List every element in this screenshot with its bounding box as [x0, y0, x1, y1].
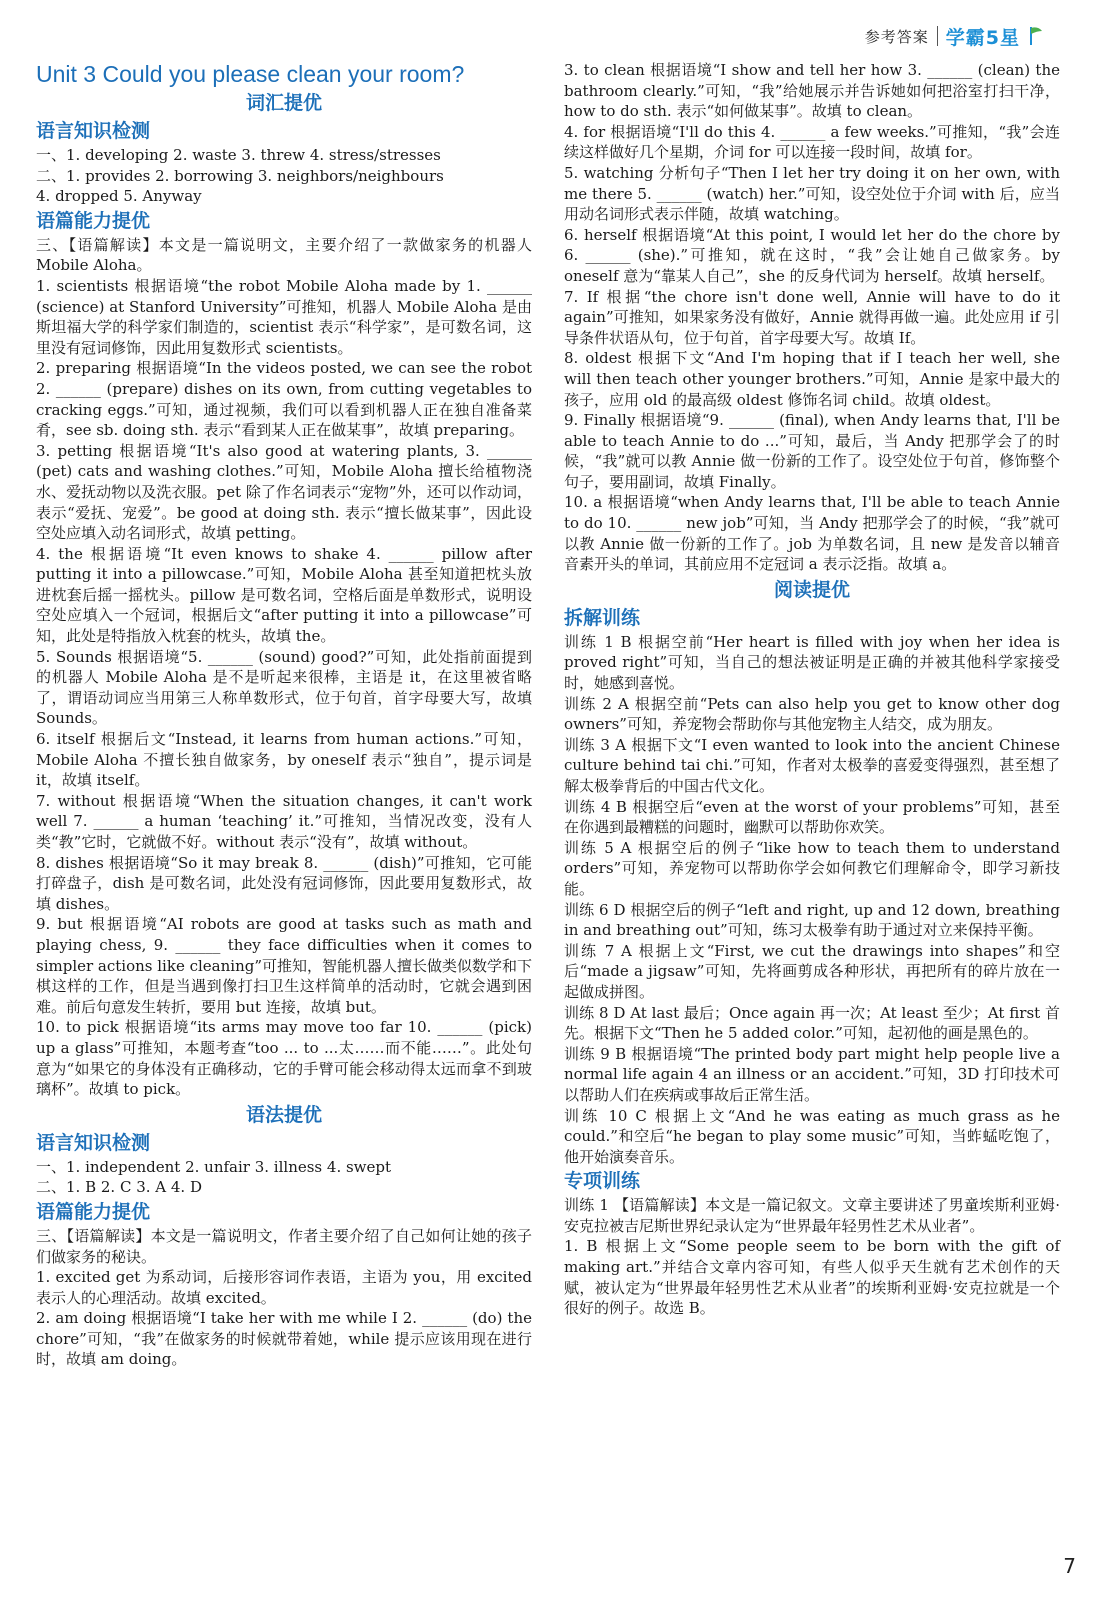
answer-paragraph: 3. to clean 根据语境“I show and tell her how 3. ______ (clean) the bathroom clearly.”可知，“我”给她展示并告诉她如何把浴室打扫干净，how to do sth. 表示“如何做某事”。故填 to clean。 [564, 61, 1060, 121]
language-check-heading: 语言知识检测 [36, 120, 151, 142]
page-number: 7 [1063, 1554, 1076, 1578]
vocab-section-heading: 词汇提优 [245, 92, 322, 114]
training-item: 训练 8 D At last 最后；Once again 再一次；At least 至少；At first 首先。根据下文“Then he 5 added color.”可知，起初他的画是黑色的。 [564, 1003, 1060, 1043]
special-training-heading: 专项训练 [564, 1170, 641, 1193]
right-column [564, 60, 1060, 1319]
answer-paragraph: 1. scientists 根据语境“the robot Mobile Aloha made by 1. ______ (science) at Stanford University”可推知，机器人 Mobile Aloha 是由斯坦福大学的科学家们制造的，scientist 表示“科学家”，是可数名词，这里没有冠词修饰，因此用复数形式 scientists。 [36, 276, 532, 357]
answer-paragraph: 10. to pick 根据语境“its arms may move too far 10. ______ (pick) up a glass”可推知，本题考查“too ... to ...太……而不能……”。此处句意为“如果它的身体没有正确移动，它的手臂可能会移动得太远而拿不到玻璃杯”。故填 to pick。 [36, 1018, 532, 1099]
training-item: 训练 1 【语篇解读】本文是一篇记叙文。文章主要讲述了男童埃斯利亚姆·安克拉被吉尼斯世界纪录认定为“世界最年轻男性艺术从业者”。 [564, 1196, 1060, 1235]
answer-paragraph: 6. itself 根据后文“Instead, it learns from human actions.”可知，Mobile Aloha 不擅长独自做家务，by oneself 表示“独自”，提示词是 it，故填 itself。 [36, 730, 532, 790]
answer-label: 参考答案 [864, 27, 929, 46]
training-item: 训练 2 A 根据空前“Pets can also help you get to know other dog owners”可知，养宠物会帮助你与其他宠物主人结交，成为朋友。 [564, 694, 1060, 734]
answer-line: 一、1. independent 2. unfair 3. illness 4. swept [36, 1157, 392, 1176]
answer-paragraph: 2. preparing 根据语境“In the videos posted, we can see the robot 2. ______ (prepare) dishes on its own, from cutting vegetables to cracking eggs.”可知，通过视频，我们可以看到机器人正在独自准备菜肴，see sb. doing sth. 表示“看到某人正在做某事”，故填 preparing。 [36, 359, 532, 440]
training-item: 训练 5 A 根据空后的例子“like how to teach them to understand orders”可知，养宠物可以帮助你学会如何教它们理解命令，即学习新技能。 [564, 838, 1060, 898]
answer-paragraph: 2. am doing 根据语境“I take her with me while I 2. ______ (do) the chore”可知，“我”在做家务的时候就带着她，while 提示应该用现在进行时，故填 am doing。 [36, 1309, 532, 1369]
training-item: 训练 10 C 根据上文“And he was eating as much grass as he could.”和空后“he began to play some music”可知，当蚱蜢吃饱了，他开始演奏音乐。 [564, 1106, 1060, 1166]
training-item: 训练 4 B 根据空后“even at the worst of your problems”可知，甚至在你遇到最糟糕的问题时，幽默可以帮助你欢笑。 [564, 797, 1060, 837]
answer-paragraph: 8. dishes 根据语境“So it may break 8. ______ (dish)”可推知，它可能打碎盘子，dish 是可数名词，此处没有冠词修饰，因此要用复数形式，故填 dishes。 [36, 853, 532, 913]
answer-paragraph: 三、【语篇解读】本文是一篇说明文，主要介绍了一款做家务的机器人 Mobile Aloha。 [36, 235, 532, 275]
answer-paragraph: 7. If 根据“the chore isn't done well, Annie will have to do it again”可推知，如果家务没有做好，Annie 就得再做一遍。此处应用 if 引导条件状语从句，位于句首，首字母要大写。故填 If。 [564, 287, 1060, 347]
reading-section-heading: 阅读提优 [773, 578, 850, 601]
brand-logo: 学霸5星 [945, 26, 1020, 49]
answer-paragraph: 5. Sounds 根据语境“5. ______ (sound) good?”可知，此处指前面提到的机器人 Mobile Aloha 是不是听起来很棒，主语是 it，在这里被省略了，谓语动词应当用第三人称单数形式，位于句首，首字母要大写，故填 Sounds。 [36, 647, 532, 728]
language-check-heading: 语言知识检测 [36, 1131, 151, 1154]
answer-paragraph: 4. the 根据语境“It even knows to shake 4. ______ pillow after putting it into a pillowcase.”可知，Mobile Aloha 甚至知道把枕头放进枕套后摇一摇枕头。pillow 是可数名词，空格后面是单数形式，说明设空处应填入一个冠词，根据后文“after putting it into a pillowcase”可知，此处是特指放入枕套的枕头，故填 the。 [36, 544, 532, 646]
training-item: 训练 6 D 根据空后的例子“left and right, up and 12 down, breathing in and breathing out”可知，练习太极拳有助于通过对立来保持平衡。 [564, 900, 1060, 940]
answer-line: 二、1. provides 2. borrowing 3. neighbors/neighbours [36, 166, 444, 185]
answer-paragraph: 5. watching 分析句子“Then I let her try doing it on her own, with me there 5. ______ (watch) her.”可知，设空处位于介词 with 后，应当用动名词形式表示伴随，故填 watching。 [564, 163, 1060, 224]
answer-line: 4. dropped 5. Anyway [36, 187, 202, 206]
answer-paragraph: 三、【语篇解读】本文是一篇说明文，作者主要介绍了自己如何让她的孩子们做家务的秘诀。 [36, 1226, 532, 1266]
answer-paragraph: 4. for 根据语境“I'll do this 4. ______ a few weeks.”可推知，“我”会连续这样做好几个星期，介词 for 可以连接一段时间，故填 for。 [564, 122, 1060, 162]
answer-paragraph: 8. oldest 根据下文“And I'm hoping that if I teach her well, she will then teach other younger brothers.”可知，Annie 是家中最大的孩子，应用 old 的最高级 oldest 修饰名词 child。故填 oldest。 [564, 349, 1060, 409]
grammar-section-heading: 语法提优 [245, 1103, 322, 1126]
left-column [36, 60, 532, 1370]
training-item: 训练 1 B 根据空前“Her heart is filled with joy when her idea is proved right”可知，当自己的想法被证明是正确的并被其他科学家接受时，她感到喜悦。 [564, 632, 1060, 693]
breakdown-training-heading: 拆解训练 [564, 606, 641, 629]
answer-paragraph: 3. petting 根据语境“It's also good at watering plants, 3. ______ (pet) cats and washing clothes.”可知，Mobile Aloha 擅长给植物浇水、爱抚动物以及洗衣服。pet 除了作名词表示“宠物”外，还可以作动词，表示“爱抚、宠爱”。be good at doing sth. 表示“擅长做某事”，因此设空处应填入动名词形式，故填 petting。 [36, 441, 532, 543]
answer-paragraph: 9. but 根据语境“AI robots are good at tasks such as math and playing chess, 9. ______ they face difficulties when it comes to simpler actions like cleaning”可推知，智能机器人擅长做类似数学和下棋这样的工作，但是当遇到像打扫卫生这样简单的活动时，它就会遇到困难。前后句意发生转折，要用 but 连接，故填 but。 [36, 915, 532, 1016]
answer-line: 二、1. B 2. C 3. A 4. D [36, 1178, 202, 1197]
unit-title: Unit 3 Could you please clean your room? [36, 61, 465, 87]
answer-line: 一、1. developing 2. waste 3. threw 4. stress/stresses [36, 146, 441, 164]
answer-paragraph: 10. a 根据语境“when Andy learns that, I'll be able to teach Annie to do 10. ______ new job”可知，当 Andy 把那学会了的时候，“我”就可以教 Annie 做一份新的工作了。job 为单数名词，且 new 是发音以辅音音素开头的单词，其前应用不定冠词 a 表示泛指。故填 a。 [564, 493, 1060, 574]
brand-flag-icon [1028, 25, 1044, 47]
training-item: 训练 9 B 根据语境“The printed body part might help people live a normal life again 4 an illness or an accident.”可知，3D 打印技术可以帮助人们在疾病或事故后正常生活。 [564, 1044, 1060, 1104]
header-divider [937, 26, 938, 46]
answer-paragraph: 1. excited get 为系动词，后接形容词作表语，主语为 you，用 excited 表示人的心理活动。故填 excited。 [36, 1268, 532, 1307]
answer-paragraph: 9. Finally 根据语境“9. ______ (final), when Andy learns that, I'll be able to teach Annie to do ...”可知，最后，当 Andy 把那学会了的时候，“我”就可以教 Annie 做一份新的工作了。设空处位于句首，修饰整个句子，要用副词，故填 Finally。 [564, 411, 1060, 491]
passage-ability-heading: 语篇能力提优 [36, 1200, 151, 1223]
answer-paragraph: 7. without 根据语境“When the situation changes, it can't work well 7. ______ a human ‘teaching’ it.”可推知，当情况改变，没有人类“教”它时，它就做不好。without 表示“没有”，故填 without。 [36, 791, 532, 851]
answer-paragraph: 6. herself 根据语境“At this point, I would let her do the chore by 6. ______ (she).”可推知，就在这时，“我”会让她自己做家务。by oneself 意为“靠某人自己”，she 的反身代词为 herself。故填 herself。 [564, 225, 1060, 285]
training-item: 训练 7 A 根据上文“First, we cut the drawings into shapes”和空后“made a jigsaw”可知，先将画剪成各种形状，再把所有的碎片放在一起做成拼图。 [564, 941, 1060, 1001]
passage-ability-heading: 语篇能力提优 [36, 209, 151, 232]
page-header [865, 20, 1044, 52]
training-item: 1. B 根据上文“Some people seem to be born with the gift of making art.”并结合文章内容可知，有些人似乎天生就有艺术创作的天赋，被认定为“世界最年轻男性艺术从业者”的埃斯利亚姆·安克拉就是一个很好的例子。故选 B。 [564, 1237, 1060, 1318]
training-item: 训练 3 A 根据下文“I even wanted to look into the ancient Chinese culture behind tai chi.”可知，作者对太极拳的喜爱变得强烈，甚至想了解太极拳背后的中国古代文化。 [564, 735, 1060, 795]
